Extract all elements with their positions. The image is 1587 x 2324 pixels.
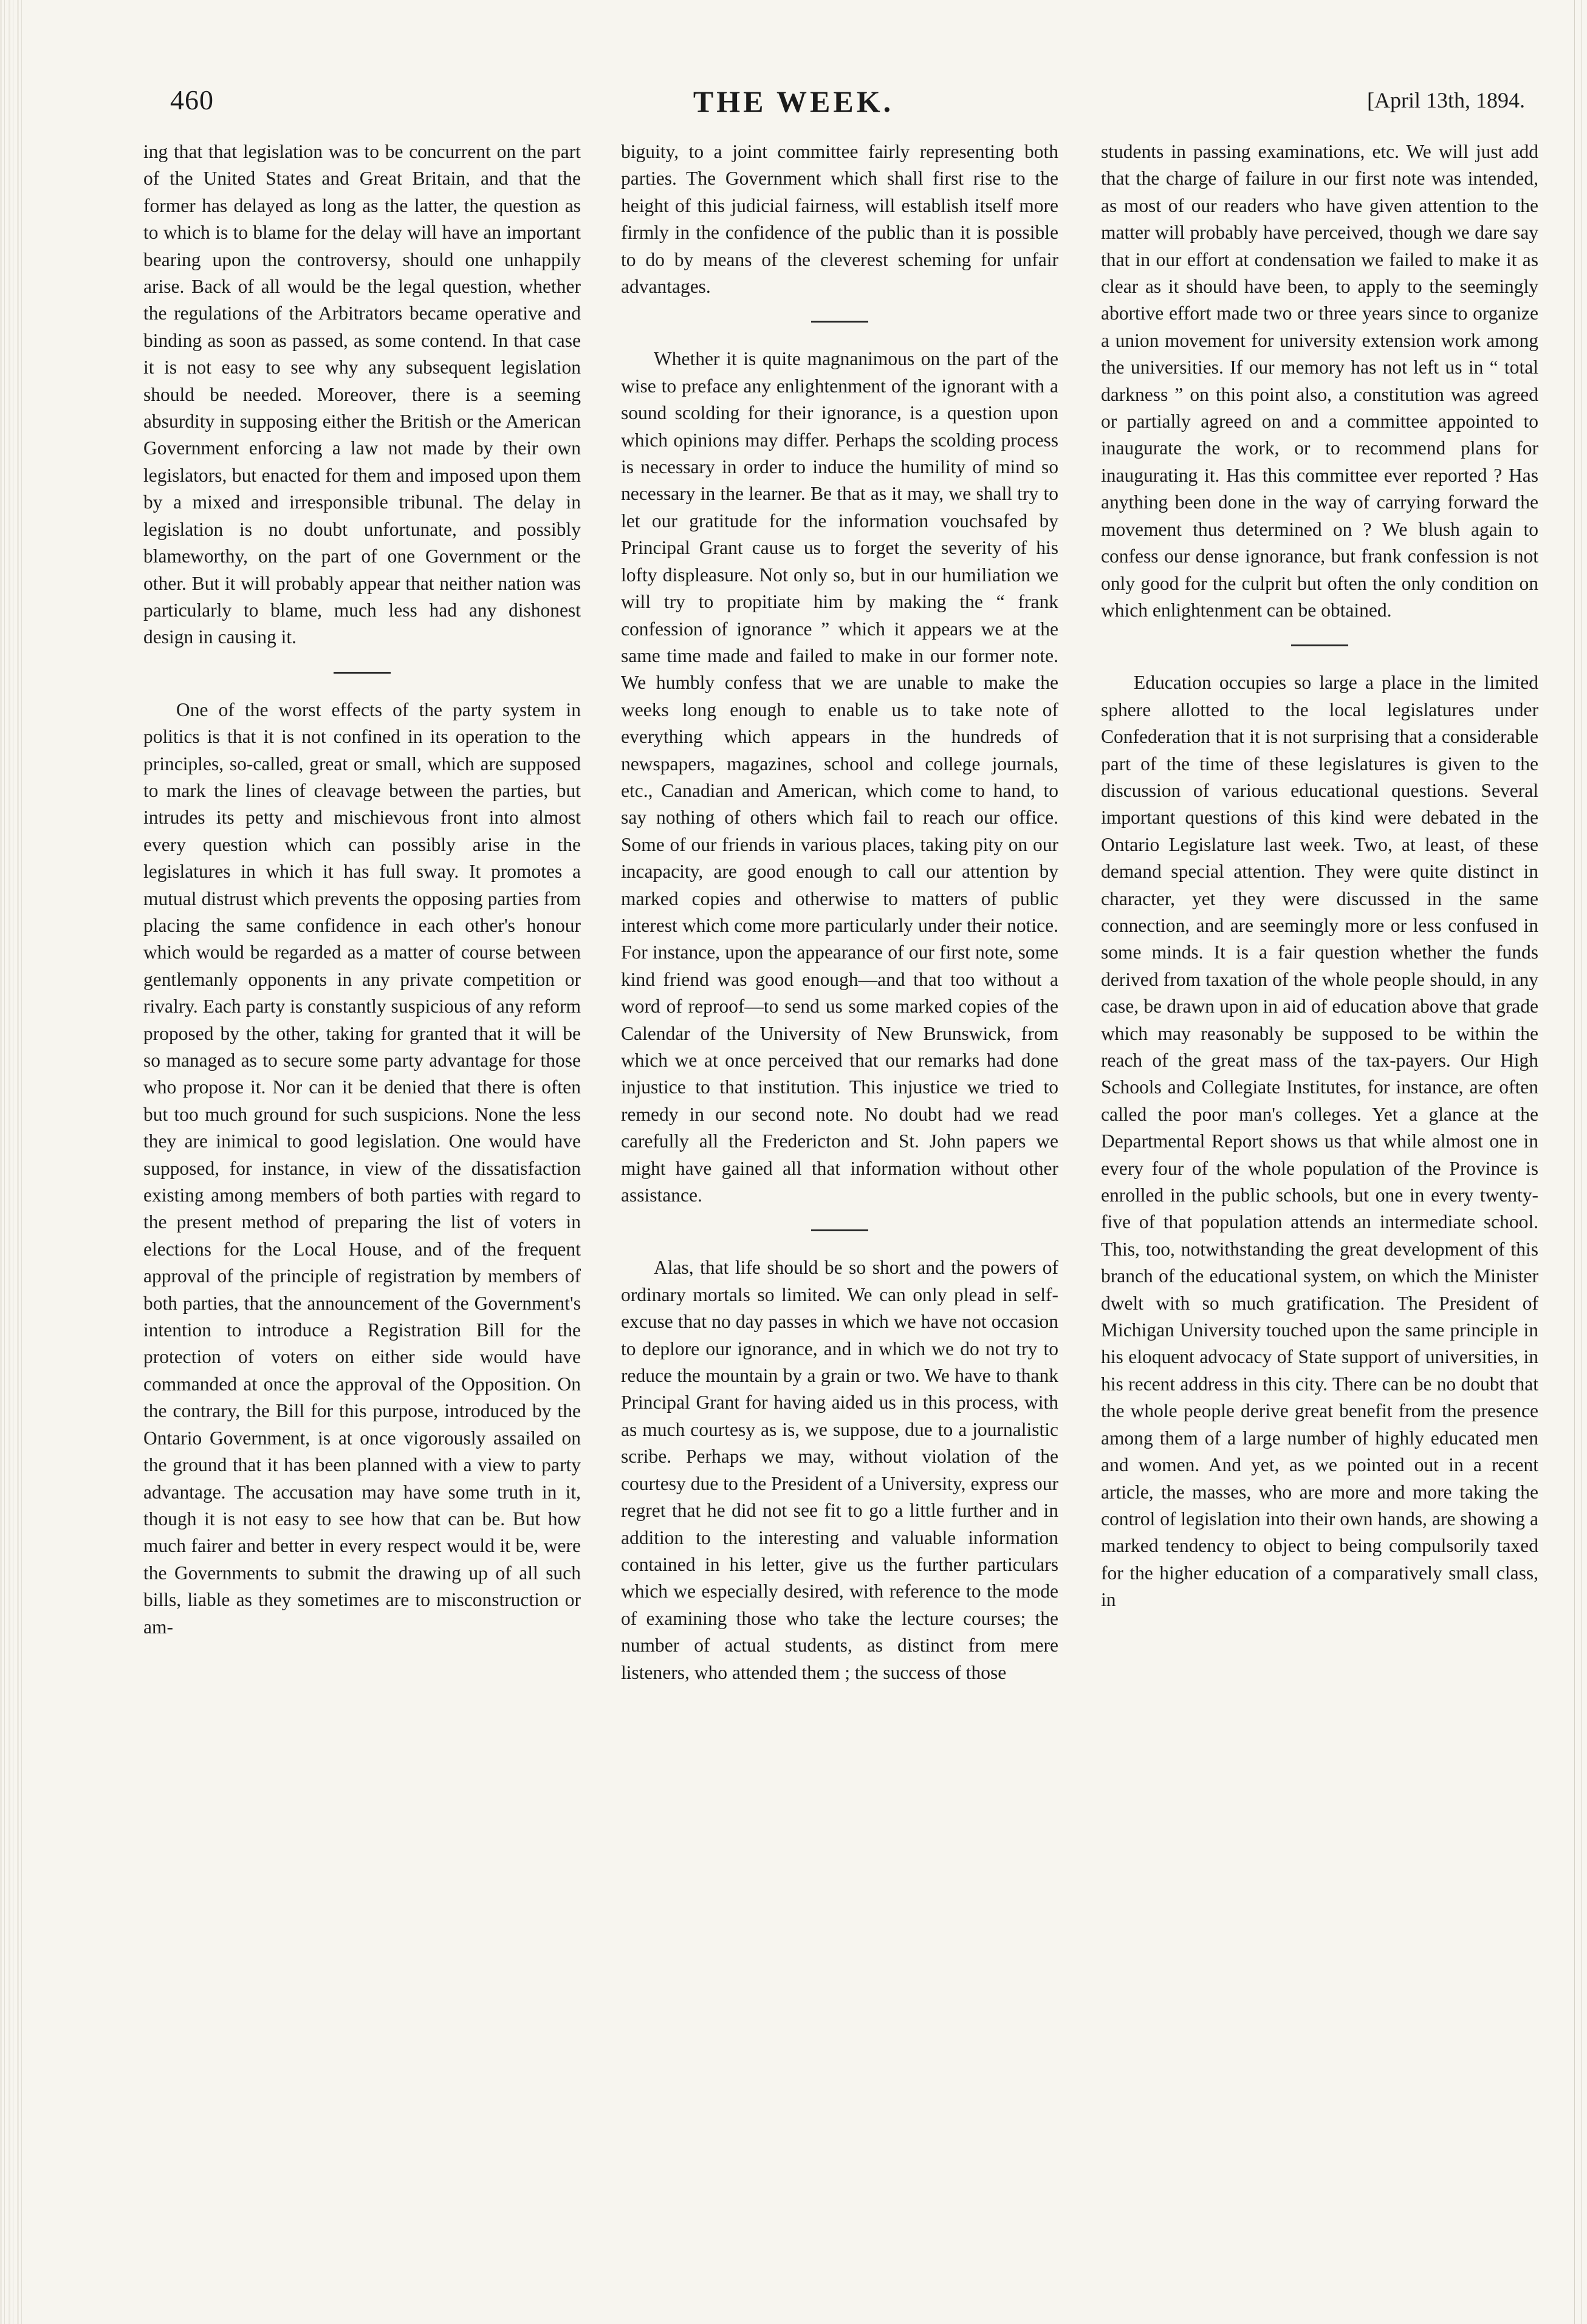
article-paragraph: ing that that legislation was to be concurrent on the part of the United States and Great Britain, and that the former has delayed as long as the latter, the question as to which is to blame for the delay will have an important bearing upon the controversy, should one unhappily arise. Back of all would be the legal question, whether the regulations of the Arbitrators became operative and binding as soon as passed, as some contend. In that case it is not easy to see why any subsequent legislation should be needed. Moreover, there is a seeming absurdity in supposing either the British or the American Government enforcing a law not made by their own legislators, but enacted for them and imposed upon them by a mixed and irresponsible tribunal. The delay in legislation is no doubt unfortunate, and possibly blameworthy, on the part of one Government or the other. But it will probably appear that neither nation was particularly to blame, much less had any dishonest design in causing it. [143, 141, 581, 648]
article-paragraph: Education occupies so large a place in the limited sphere allotted to the local legislatures under Confederation that it is not surprising that a considerable part of the time of these legislatures is given to the discussion of various educational questions. Several important questions of this kind were debated in the Ontario Legislature last week. Two, at least, of these demand special attention. They were quite distinct in character, yet they were discussed in the same connection, and are seemingly more or less confused in some minds. It is a fair question whether the funds derived from taxation of the whole people should, in any case, be drawn upon in aid of education above that grade which may reasonably be supposed to be within the reach of the great mass of the tax-payers. Our High Schools and Collegiate Institutes, for instance, are often called the poor man's colleges. Yet a glance at the Departmental Report shows us that while almost one in every four of the whole population of the Province is enrolled in the public schools, but one in every twenty-five of that population attends an intermediate school. This, too, notwithstanding the great development of this branch of the educational system, on which the Minister dwelt with so much gratification. The President of Michigan University touched upon the same principle in his eloquent advocacy of State support of universities, in his recent address in this city. There can be no doubt that the whole people derive great benefit from the presence among them of a large number of highly educated men and women. And yet, as we pointed out in a recent article, the masses, who are more and more taking the control of legislation into their own hands, are showing a marked tendency to object to being compulsorily taxed for the higher education of a comparatively small class, in [1101, 672, 1538, 1611]
page-number: 460 [170, 84, 214, 115]
article-paragraph: Whether it is quite magnanimous on the part of the wise to preface any enlightenment of the ignorant with a sound scolding for their ignorance, is a question upon which opinions may differ. Perhaps the scolding process is necessary in order to induce the humility of mind so necessary in the learner. Be that as it may, we shall try to let our gratitude for the information vouchsafed by Principal Grant cause us to forget the severity of his lofty displeasure. Not only so, but in our humiliation we will try to propitiate him by making the “ frank confession of ignorance ” which it appears we at the same time made and failed to make in our former note. We humbly confess that we are unable to make the weeks long enough to enable us to take note of everything which appears in the hundreds of newspapers, magazines, school and college journals, etc., Canadian and American, which come to hand, to say nothing of others which fail to reach our office. Some of our friends in various places, taking pity on our incapacity, are good enough to call our attention by marked copies and otherwise to matters of public interest which come more particularly under their notice. For instance, upon the appearance of our first note, some kind friend was good enough—and that too without a word of reproof—to send us some marked copies of the Calendar of the University of New Brunswick, from which we at once perceived that our remarks had done injustice to that institution. This injustice we tried to remedy in our second note. No doubt had we read carefully all the Fredericton and St. John papers we might have gained all that information without other assistance. [621, 348, 1058, 1206]
article-paragraph: Alas, that life should be so short and the powers of ordinary mortals so limited. We can only plead in self-excuse that no day passes in which we have not occasion to deplore our ignorance, and in which we do not try to reduce the mountain by a grain or two. We have to thank Principal Grant for having aided us in this process, with as much courtesy as is, we suppose, due to a journalistic scribe. Perhaps we may, without violation of the courtesy due to the President of a University, express our regret that he did not see fit to go a little further and in addition to the interesting and valuable information contained in his letter, give us the further particulars which we especially desired, with reference to the mode of examining those who take the lecture courses; the number of actual students, as distinct from mere listeners, who attended them ; the success of those [621, 1257, 1058, 1683]
article-paragraph: biguity, to a joint committee fairly representing both parties. The Government which shall first rise to the height of this judicial fairness, will establish itself more firmly in the confidence of the public than it is possible to do by means of the cleverest scheming for unfair advantages. [621, 141, 1058, 298]
column-2 [621, 138, 1058, 1686]
column-1 [143, 138, 581, 1641]
issue-date: [April 13th, 1894. [1367, 88, 1525, 112]
section-divider [1291, 644, 1348, 646]
column-3 [1101, 138, 1538, 1614]
section-divider [811, 1229, 868, 1231]
section-divider [334, 672, 391, 674]
page-header [0, 84, 1587, 126]
page-right-edge [1571, 0, 1587, 2324]
article-paragraph: students in passing examinations, etc. We will just add that the charge of failure in our first note was intended, as most of our readers who have given attention to the matter will probably have perceived, though we dare say that in our effort at condensation we failed to make it as clear as it should have been, to apply to the seemingly abortive effort made two or three years since to organize a union movement for university extension work among the universities. If our memory has not left us in “ total darkness ” on this point also, a constitution was agreed or partially agreed on and a committee appointed to inaugurate the work, or to recommend plans for inaugurating it. Has this committee ever reported ? Has anything been done in the way of carrying forward the movement thus determined on ? We blush again to confess our dense ignorance, but frank confession is not only good for the culprit but often the only condition on which enlightenment can be obtained. [1101, 141, 1538, 621]
article-paragraph: One of the worst effects of the party system in politics is that it is not confined in its operation to the principles, so-called, great or small, which are supposed to mark the lines of cleavage between the parties, but intrudes its petty and mischievous front into almost every question which can possibly arise in the legislatures in which it has full sway. It promotes a mutual distrust which prevents the opposing parties from placing the same confidence in each other's honour which would be regarded as a matter of course between gentlemanly opponents in any private competition or rivalry. Each party is constantly suspicious of any reform proposed by the other, taking for granted that it will be so managed as to secure some party advantage for those who propose it. Nor can it be denied that there is often but too much ground for such suspicions. None the less they are inimical to good legislation. One would have supposed, for instance, in view of the dissatisfaction existing among members of both parties with regard to the present method of preparing the list of voters in elections for the Local House, and of the frequent approval of the principle of registration by members of both parties, that the announcement of the Government's intention to introduce a Registration Bill for the protection of voters on either side would have commanded at once the approval of the Opposition. On the contrary, the Bill for this purpose, introduced by the Ontario Government, is at once vigorously assailed on the ground that it has been planned with a view to party advantage. The accusation may have some truth in it, though it is not easy to see how that can be. But how much fairer and better in every respect would it be, were the Governments to submit the drawing up of all such bills, liable as they sometimes are to misconstruction or am- [143, 699, 581, 1638]
page-binding-edge [0, 0, 24, 2324]
section-divider [811, 321, 868, 323]
masthead-title: THE WEEK. [693, 84, 894, 118]
